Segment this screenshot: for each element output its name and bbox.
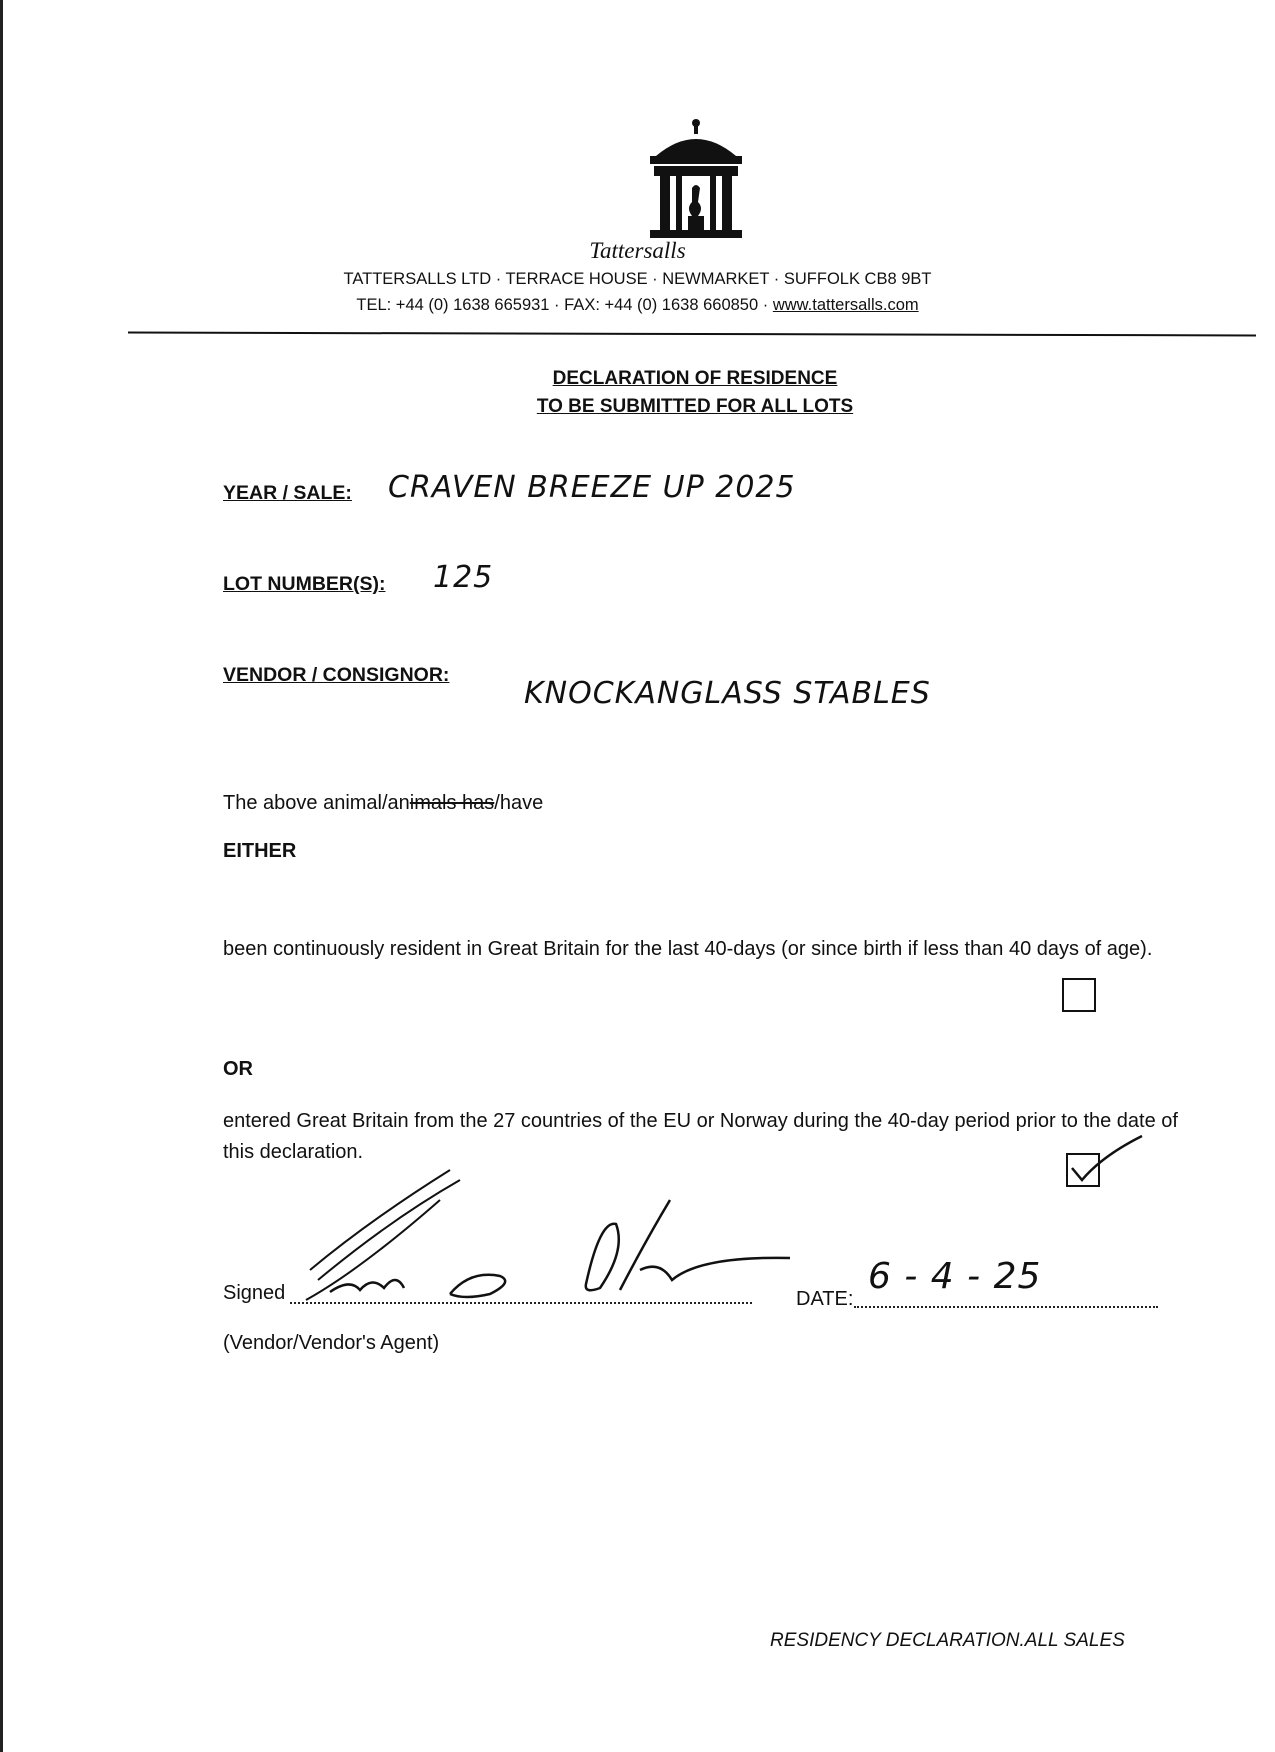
lot-number-value[interactable]: 125 [433,560,494,595]
year-sale-value[interactable]: CRAVEN BREEZE UP 2025 [388,470,796,505]
option-2-text: entered Great Britain from the 27 countries of the EU or Norway during the 40-day period prior to the date of this declaration. [223,1110,1178,1163]
company-contact [0,296,1275,315]
website-link[interactable]: www.tattersalls.com [772,296,919,314]
document-subtitle: TO BE SUBMITTED FOR ALL LOTS [536,396,854,417]
brand-name: Tattersalls [589,238,686,263]
header-divider [128,332,1256,337]
checkmark-icon [1068,1130,1148,1190]
signed-label: Signed [223,1282,286,1304]
footer-text: RESIDENCY DECLARATION.ALL SALES [770,1630,1125,1651]
intro-prefix: The above animal/an [223,792,410,814]
contact-numbers: TEL: +44 (0) 1638 665931 · FAX: +44 (0) 1638 660850 · [356,296,773,314]
intro-struck-text: imals has [409,792,495,814]
company-address: TATTERSALLS LTD · TERRACE HOUSE · NEWMARKET · SUFFOLK CB8 9BT [343,270,932,288]
date-value[interactable]: 6 - 4 - 25 [868,1256,1042,1297]
option-1-text: been continuously resident in Great Britain for the last 40-days (or since birth if less than 40 days of age). [223,938,1153,960]
statement-intro [223,788,543,819]
either-heading: EITHER [223,840,297,862]
vendor-value[interactable]: KNOCKANGLASS STABLES [524,676,931,711]
lot-number-label: LOT NUMBER(S): [223,573,386,595]
document-title: DECLARATION OF RESIDENCE [552,368,838,389]
tattersalls-logo-icon [648,118,744,240]
or-heading: OR [223,1058,253,1080]
signature-icon [300,1160,800,1310]
date-line[interactable] [854,1306,1158,1308]
date-label: DATE: [796,1288,854,1310]
option-1-checkbox[interactable] [1062,978,1096,1012]
vendor-label: VENDOR / CONSIGNOR: [223,664,450,686]
intro-suffix: /have [494,792,544,814]
vendor-agent-note: (Vendor/Vendor's Agent) [223,1332,440,1354]
year-sale-label: YEAR / SALE: [223,482,352,504]
